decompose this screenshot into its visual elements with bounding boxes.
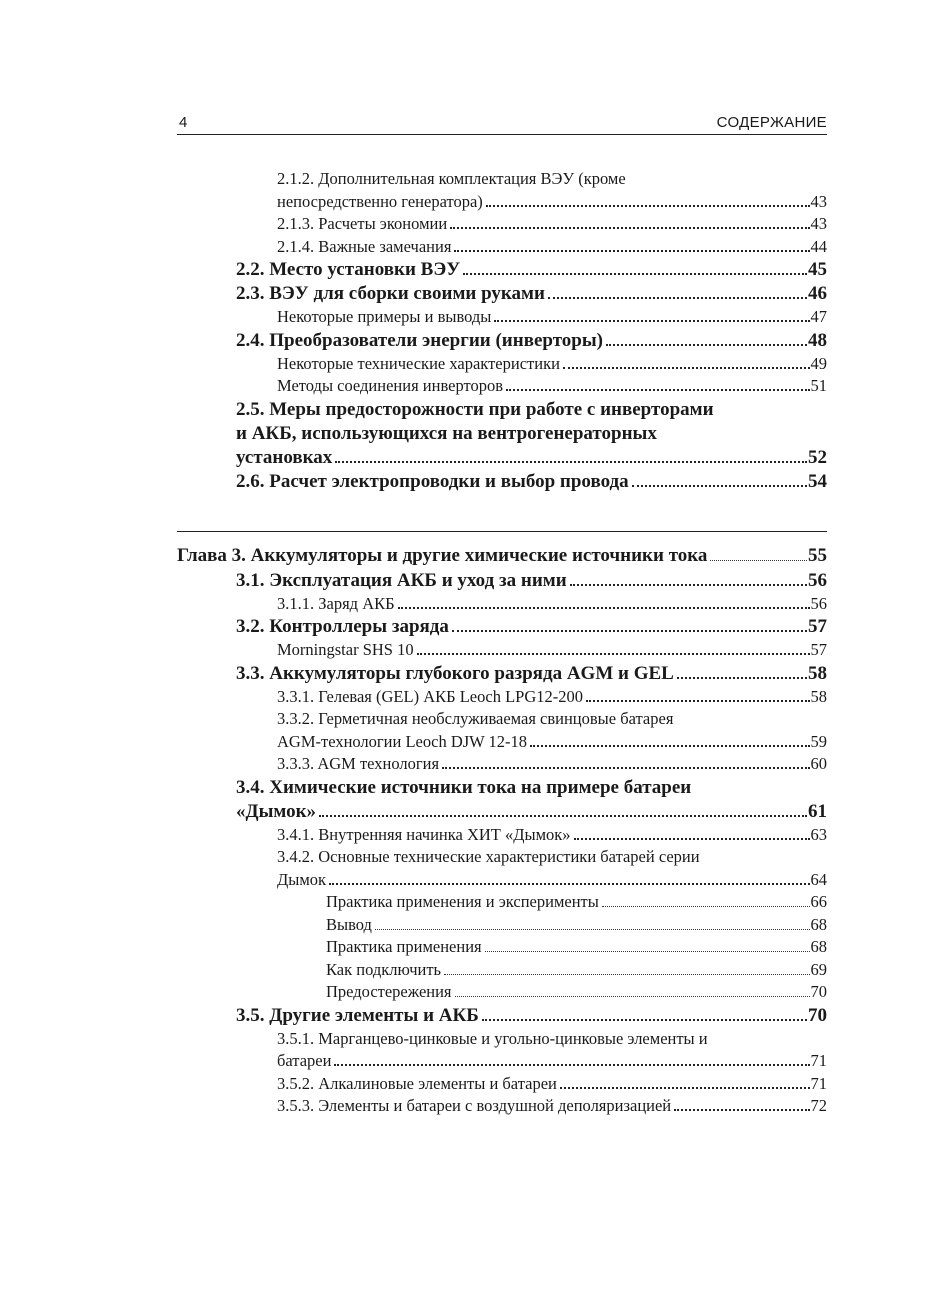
toc-entry-page: 55 xyxy=(808,545,827,566)
toc-entry-row xyxy=(277,213,827,236)
dot-leader xyxy=(485,951,810,952)
running-header xyxy=(177,112,827,135)
toc-entry-title: 3.4.1. Внутренняя начинка ХИТ «Дымок» xyxy=(277,824,571,844)
toc-entry-title: 3.3. Аккумуляторы глубокого разряда AGM и GEL xyxy=(236,662,674,684)
dot-leader xyxy=(319,815,807,817)
toc-entry[interactable] xyxy=(177,236,827,259)
toc-entry-title: 2.4. Преобразователи энергии (инверторы) xyxy=(236,329,604,351)
dot-leader xyxy=(452,630,807,632)
toc-entry-row xyxy=(277,731,827,754)
toc-entry[interactable] xyxy=(177,258,827,282)
toc-entry[interactable] xyxy=(177,846,827,891)
toc-entry-page: 64 xyxy=(810,869,827,889)
toc-entry-title: 2.6. Расчет электропроводки и выбор провода xyxy=(236,470,629,492)
toc-entry-page: 46 xyxy=(808,283,827,304)
toc-entry[interactable] xyxy=(177,470,827,494)
dot-leader xyxy=(574,838,810,840)
toc-entry-title: 3.3.1. Гелевая (GEL) АКБ Leoch LPG12-200 xyxy=(277,686,583,706)
dot-leader xyxy=(506,389,809,391)
dot-leader xyxy=(710,560,807,561)
dot-leader xyxy=(375,929,810,930)
toc-entry-title-line: и АКБ, использующихся на вентрогенераторных xyxy=(236,422,657,444)
toc-entry-page: 59 xyxy=(810,731,827,751)
toc-entry-title: 3.5.2. Алкалиновые элементы и батареи xyxy=(277,1073,557,1093)
toc-entry-title: 2.1.3. Расчеты экономии xyxy=(277,214,448,233)
toc-entry-page: 47 xyxy=(810,307,827,326)
toc-entry-row xyxy=(236,662,827,686)
toc-entry-page: 71 xyxy=(810,1051,827,1070)
toc-entry-page: 48 xyxy=(808,329,827,351)
toc-entry[interactable] xyxy=(177,168,827,213)
toc-entry[interactable] xyxy=(177,753,827,776)
toc-entry-row xyxy=(277,686,827,709)
dot-leader xyxy=(563,367,810,369)
dot-leader xyxy=(606,344,807,346)
toc-entry[interactable] xyxy=(177,544,827,569)
toc-entry[interactable] xyxy=(177,662,827,686)
dot-leader xyxy=(494,320,809,322)
toc-entry-title: 2.2. Место установки ВЭУ xyxy=(236,259,461,280)
toc-entry-row xyxy=(236,329,827,353)
toc-entry-title: Методы соединения инверторов xyxy=(277,376,504,395)
toc-entry-page: 58 xyxy=(808,662,827,684)
toc-entry[interactable] xyxy=(177,1095,827,1118)
dot-leader xyxy=(329,883,809,885)
toc-entry-row xyxy=(277,824,827,847)
toc-block-chapter-3 xyxy=(177,544,827,1118)
toc-entry[interactable] xyxy=(177,282,827,306)
toc-entry-page: 56 xyxy=(810,593,827,613)
toc-entry-title: батареи xyxy=(277,1051,332,1070)
toc-entry-title-line: 2.1.2. Дополнительная комплектация ВЭУ (кроме xyxy=(277,169,626,188)
toc-entry-title: Morningstar SHS 10 xyxy=(277,640,414,659)
toc-entry-page: 52 xyxy=(808,446,827,468)
dot-leader xyxy=(454,250,809,252)
dot-leader xyxy=(398,607,810,609)
toc-entry-title-line: 2.5. Меры предосторожности при работе с инверторами xyxy=(236,398,714,420)
toc-entry-title: Дымок xyxy=(277,869,327,889)
toc-entry-page: 51 xyxy=(810,376,827,395)
toc-entry-row xyxy=(326,981,827,1004)
toc-entry-title: 3.5.3. Элементы и батареи с воздушной деполяризацией xyxy=(277,1096,672,1115)
chapter-divider xyxy=(177,531,827,532)
toc-entry-row xyxy=(277,753,827,776)
toc-entry[interactable] xyxy=(177,914,827,937)
toc-entry-title: установках xyxy=(236,446,333,468)
dot-leader xyxy=(548,297,807,299)
toc-entry-row xyxy=(236,800,827,824)
dot-leader xyxy=(334,1064,809,1066)
toc-entry-row xyxy=(277,1073,827,1096)
toc-entry[interactable] xyxy=(177,329,827,353)
toc-entry-page: 56 xyxy=(808,569,827,591)
toc-entry[interactable] xyxy=(177,353,827,376)
toc-block-chapter-2 xyxy=(177,168,827,494)
toc-entry-title-line: 3.4. Химические источники тока на примере батареи xyxy=(236,776,692,798)
toc-entry-title: Некоторые примеры и выводы xyxy=(277,307,492,326)
dot-leader xyxy=(570,584,807,586)
toc-entry-row xyxy=(326,936,827,959)
toc-entry-page: 43 xyxy=(810,214,827,233)
dot-leader xyxy=(632,485,807,487)
toc-entry-row xyxy=(236,446,827,470)
toc-entry-page: 70 xyxy=(810,982,827,1001)
toc-entry-page: 43 xyxy=(810,191,827,211)
toc-entry[interactable] xyxy=(177,959,827,982)
toc-entry[interactable] xyxy=(177,981,827,1004)
dot-leader xyxy=(602,906,810,907)
toc-entry-title: Практика применения и эксперименты xyxy=(326,892,599,911)
toc-entry[interactable] xyxy=(177,936,827,959)
dot-leader xyxy=(444,974,809,975)
toc-entry-row xyxy=(236,569,827,593)
toc-entry-title: Практика применения xyxy=(326,937,482,956)
dot-leader xyxy=(486,205,810,207)
toc-entry-page: 49 xyxy=(810,353,827,373)
toc-entry-row xyxy=(236,470,827,494)
toc-entry-row xyxy=(277,869,827,892)
toc-entry-title-line: 3.5.1. Марганцево-цинковые и угольно-цинковые элементы и xyxy=(277,1028,708,1048)
toc-entry[interactable] xyxy=(177,1028,827,1073)
toc-entry-row xyxy=(326,914,827,937)
dot-leader xyxy=(674,1109,809,1111)
toc-entry-row xyxy=(277,306,827,329)
toc-entry-row xyxy=(277,236,827,259)
toc-entry-page: 71 xyxy=(810,1073,827,1093)
toc-entry-title-line: 3.4.2. Основные технические характеристики батарей серии xyxy=(277,847,700,866)
toc-entry[interactable] xyxy=(177,593,827,616)
dot-leader xyxy=(442,767,809,769)
toc-entry[interactable] xyxy=(177,686,827,709)
dot-leader xyxy=(530,745,809,747)
toc-entry[interactable] xyxy=(177,1004,827,1028)
toc-entry-title: непосредственно генератора) xyxy=(277,191,483,211)
toc-entry[interactable] xyxy=(177,639,827,662)
toc-entry-title: Предостережения xyxy=(326,982,452,1001)
toc-entry-page: 68 xyxy=(810,914,827,934)
toc-entry-row xyxy=(277,1050,827,1073)
toc-entry-page: 54 xyxy=(808,470,827,492)
toc-entry[interactable] xyxy=(177,824,827,847)
toc-entry-row xyxy=(326,959,827,982)
toc-entry-page: 58 xyxy=(810,686,827,706)
toc-entry-row xyxy=(277,191,827,214)
toc-entry-row xyxy=(277,353,827,376)
toc-entry-title: 3.2. Контроллеры заряда xyxy=(236,616,449,637)
toc-entry[interactable] xyxy=(177,398,827,470)
toc-entry-title: 3.3.3. AGM технология xyxy=(277,754,440,773)
toc-entry-title: Некоторые технические характеристики xyxy=(277,353,560,373)
toc-entry[interactable] xyxy=(177,891,827,914)
toc-entry-row xyxy=(277,639,827,662)
dot-leader xyxy=(450,227,809,229)
toc-entry-title: AGM-технологии Leoch DJW 12-18 xyxy=(277,731,528,751)
toc-entry-title: 3.1.1. Заряд АКБ xyxy=(277,593,395,613)
toc-entry-page: 70 xyxy=(808,1004,827,1026)
toc-entry-page: 69 xyxy=(810,959,827,979)
toc-entry-title: Глава 3. Аккумуляторы и другие химические источники тока xyxy=(177,545,708,566)
toc-entry-row xyxy=(236,1004,827,1028)
dot-leader xyxy=(335,461,807,463)
page-number: 4 xyxy=(179,114,188,131)
dot-leader xyxy=(677,677,807,679)
dot-leader xyxy=(455,996,810,997)
toc-entry[interactable] xyxy=(177,306,827,329)
toc-entry-page: 57 xyxy=(808,616,827,637)
toc-entry-row xyxy=(236,282,827,306)
toc-entry-page: 68 xyxy=(810,937,827,956)
toc-entry-row xyxy=(177,544,827,569)
dot-leader xyxy=(482,1019,807,1021)
toc-entry-title: 3.5. Другие элементы и АКБ xyxy=(236,1004,479,1026)
toc-entry-title: «Дымок» xyxy=(236,800,317,822)
toc-entry[interactable] xyxy=(177,569,827,593)
toc-entry-title: 2.1.4. Важные замечания xyxy=(277,236,452,256)
toc-entry-page: 57 xyxy=(810,640,827,659)
running-section-title: СОДЕРЖАНИЕ xyxy=(716,114,827,131)
toc-entry-page: 63 xyxy=(810,824,827,844)
toc-entry-row xyxy=(326,891,827,914)
dot-leader xyxy=(560,1087,810,1089)
toc-entry[interactable] xyxy=(177,708,827,753)
toc-entry[interactable] xyxy=(177,615,827,639)
toc-entry-title: 3.1. Эксплуатация АКБ и уход за ними xyxy=(236,569,567,591)
toc-entry-row xyxy=(277,375,827,398)
toc-entry-row xyxy=(277,593,827,616)
dot-leader xyxy=(417,653,810,655)
dot-leader xyxy=(586,700,810,702)
toc-entry[interactable] xyxy=(177,375,827,398)
toc-entry-title: Вывод xyxy=(326,914,372,934)
dot-leader xyxy=(463,273,807,275)
toc-entry[interactable] xyxy=(177,213,827,236)
toc-entry-row xyxy=(236,258,827,282)
toc-entry-page: 60 xyxy=(810,754,827,773)
toc-entry-page: 61 xyxy=(808,800,827,822)
toc-entry[interactable] xyxy=(177,776,827,824)
toc-entry-title: 2.3. ВЭУ для сборки своими руками xyxy=(236,283,545,304)
toc-entry-page: 45 xyxy=(808,259,827,280)
toc-entry-title: Как подключить xyxy=(326,959,442,979)
toc-entry[interactable] xyxy=(177,1073,827,1096)
toc-entry-page: 44 xyxy=(810,236,827,256)
toc-entry-page: 72 xyxy=(810,1096,827,1115)
toc-entry-row xyxy=(236,615,827,639)
toc-entry-page: 66 xyxy=(810,892,827,911)
toc-entry-row xyxy=(277,1095,827,1118)
toc-entry-title-line: 3.3.2. Герметичная необслуживаемая свинцовые батарея xyxy=(277,709,674,728)
